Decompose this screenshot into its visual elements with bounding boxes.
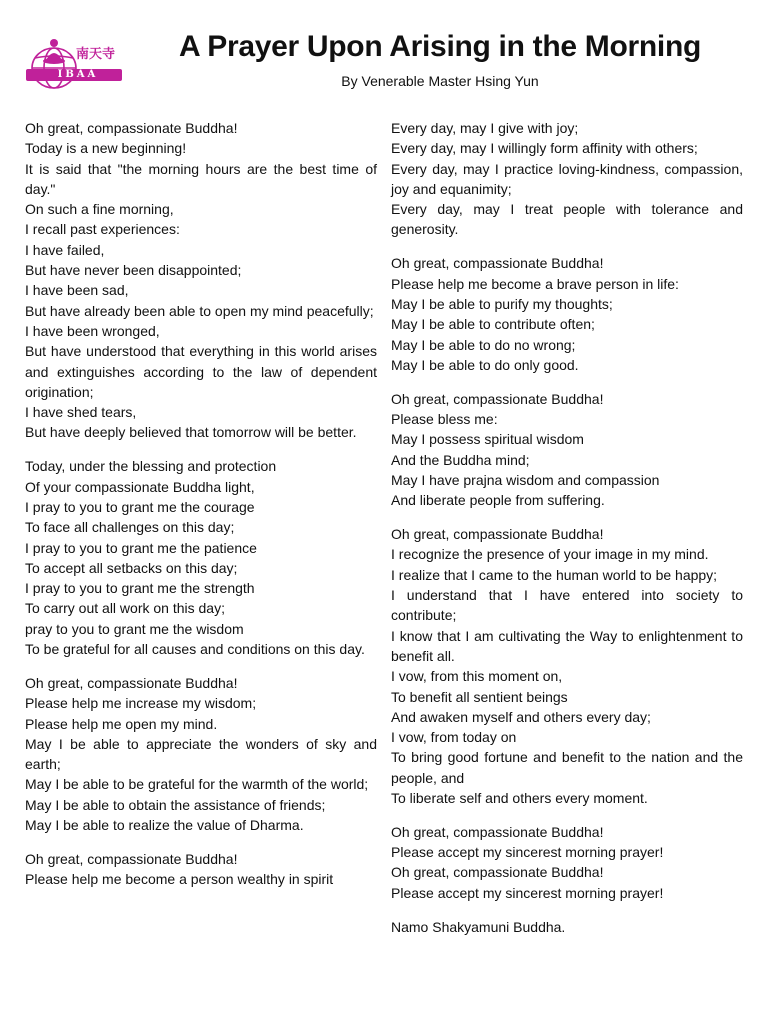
prayer-line: But have deeply believed that tomorrow will be better.	[25, 424, 357, 441]
prayer-stanza	[25, 849, 377, 890]
prayer-line: To be grateful for all causes and conditions on this day.	[25, 641, 365, 658]
prayer-line: Today is a new beginning!	[25, 140, 187, 157]
prayer-line: It is said that "the morning hours are the best time of day."	[25, 160, 377, 197]
prayer-line: Today, under the blessing and protection	[25, 458, 277, 475]
prayer-line: Namo Shakyamuni Buddha.	[391, 918, 566, 935]
prayer-line: Please help me open my mind.	[25, 715, 218, 732]
prayer-stanza	[391, 389, 743, 511]
logo-text: IBAA	[57, 69, 99, 80]
author-byline: By Venerable Master Hsing Yun	[341, 73, 539, 89]
prayer-line: On such a fine morning,	[25, 201, 174, 218]
prayer-line: I pray to you to grant me the patience	[25, 539, 257, 556]
prayer-line: I realize that I came to the human world to be happy;	[391, 566, 718, 583]
prayer-line: Please accept my sincerest morning prayer!	[391, 884, 664, 901]
prayer-line: Oh great, compassionate Buddha!	[25, 120, 238, 136]
prayer-line: Oh great, compassionate Buddha!	[391, 390, 604, 407]
prayer-line: But have already been able to open my mind peacefully;	[25, 302, 374, 319]
prayer-line: pray to you to grant me the wisdom	[25, 620, 244, 637]
prayer-line: And the Buddha mind;	[391, 451, 530, 468]
prayer-line: Every day, may I practice loving-kindness, compassion, joy and equanimity;	[391, 160, 743, 197]
prayer-line: But have never been disappointed;	[25, 262, 242, 279]
left-column	[25, 118, 377, 903]
prayer-line: Oh great, compassionate Buddha!	[391, 864, 604, 881]
prayer-line: Every day, may I give with joy;	[391, 120, 579, 136]
prayer-line: May I be able to do only good.	[391, 356, 579, 373]
prayer-line: Oh great, compassionate Buddha!	[391, 255, 604, 272]
prayer-line: Oh great, compassionate Buddha!	[391, 526, 604, 543]
prayer-line: Of your compassionate Buddha light,	[25, 478, 255, 495]
prayer-line: May I possess spiritual wisdom	[391, 431, 584, 448]
prayer-stanza	[25, 118, 377, 443]
prayer-stanza	[25, 456, 377, 659]
prayer-line: To carry out all work on this day;	[25, 600, 225, 617]
prayer-line: Please help me increase my wisdom;	[25, 695, 257, 712]
prayer-line: May I be able to appreciate the wonders of sky and earth;	[25, 735, 377, 773]
prayer-line: And awaken myself and others every day;	[391, 708, 651, 725]
prayer-line: I pray to you to grant me the strength	[25, 580, 255, 597]
prayer-line: Oh great, compassionate Buddha!	[391, 823, 604, 840]
prayer-line: And liberate people from suffering.	[391, 492, 605, 509]
prayer-line: To liberate self and others every moment.	[391, 789, 648, 806]
page-title: A Prayer Upon Arising in the Morning	[178, 30, 701, 63]
prayer-line: To bring good fortune and benefit to the nation and the people, and	[391, 749, 743, 786]
prayer-line: Please help me become a brave person in life:	[391, 275, 679, 292]
prayer-line: Every day, may I willingly form affinity with others;	[391, 140, 698, 157]
prayer-line: I recognize the presence of your image in my mind.	[391, 546, 709, 563]
prayer-stanza	[391, 118, 743, 240]
prayer-line: May I be able to purify my thoughts;	[391, 295, 613, 312]
prayer-line: I vow, from this moment on,	[391, 668, 563, 685]
prayer-line: I understand that I have entered into society to contribute;	[391, 587, 743, 624]
prayer-line: But have understood that everything in this world arises and extinguishes according to the law of dependent origination;	[25, 343, 377, 400]
prayer-line: Please accept my sincerest morning prayer!	[391, 844, 664, 861]
prayer-line: I vow, from today on	[391, 729, 517, 746]
prayer-line: I have been wronged,	[25, 322, 160, 339]
prayer-line: Please bless me:	[391, 411, 498, 428]
logo-chinese: 南天寺	[76, 47, 116, 62]
prayer-line: Every day, may I treat people with tolerance and generosity.	[391, 201, 743, 238]
prayer-line: I have shed tears,	[25, 404, 137, 421]
prayer-line: May I be able to obtain the assistance of friends;	[25, 796, 326, 813]
prayer-line: I know that I am cultivating the Way to enlightenment to benefit all.	[391, 627, 743, 664]
ibaa-logo	[24, 34, 124, 94]
prayer-line: May I be able to contribute often;	[391, 316, 595, 333]
prayer-line: May I be able to realize the value of Dharma.	[25, 816, 304, 833]
prayer-stanza	[391, 253, 743, 375]
prayer-stanza	[25, 673, 377, 835]
prayer-line: To face all challenges on this day;	[25, 519, 235, 536]
prayer-stanza	[391, 917, 743, 937]
right-column	[391, 118, 743, 951]
prayer-stanza	[391, 524, 743, 808]
prayer-line: Please help me become a person wealthy in spirit	[25, 871, 334, 888]
prayer-line: May I be able to do no wrong;	[391, 336, 576, 353]
prayer-line: I recall past experiences:	[25, 221, 180, 238]
prayer-line: Oh great, compassionate Buddha!	[25, 850, 238, 867]
prayer-line: I pray to you to grant me the courage	[25, 498, 255, 515]
prayer-line: May I be able to be grateful for the warmth of the world;	[25, 776, 369, 793]
prayer-line: To accept all setbacks on this day;	[25, 559, 238, 576]
prayer-line: Oh great, compassionate Buddha!	[25, 674, 238, 691]
prayer-line: I have been sad,	[25, 282, 129, 299]
prayer-line: I have failed,	[25, 241, 105, 258]
prayer-line: May I have prajna wisdom and compassion	[391, 471, 660, 488]
prayer-stanza	[391, 822, 743, 903]
prayer-line: To benefit all sentient beings	[391, 688, 568, 705]
